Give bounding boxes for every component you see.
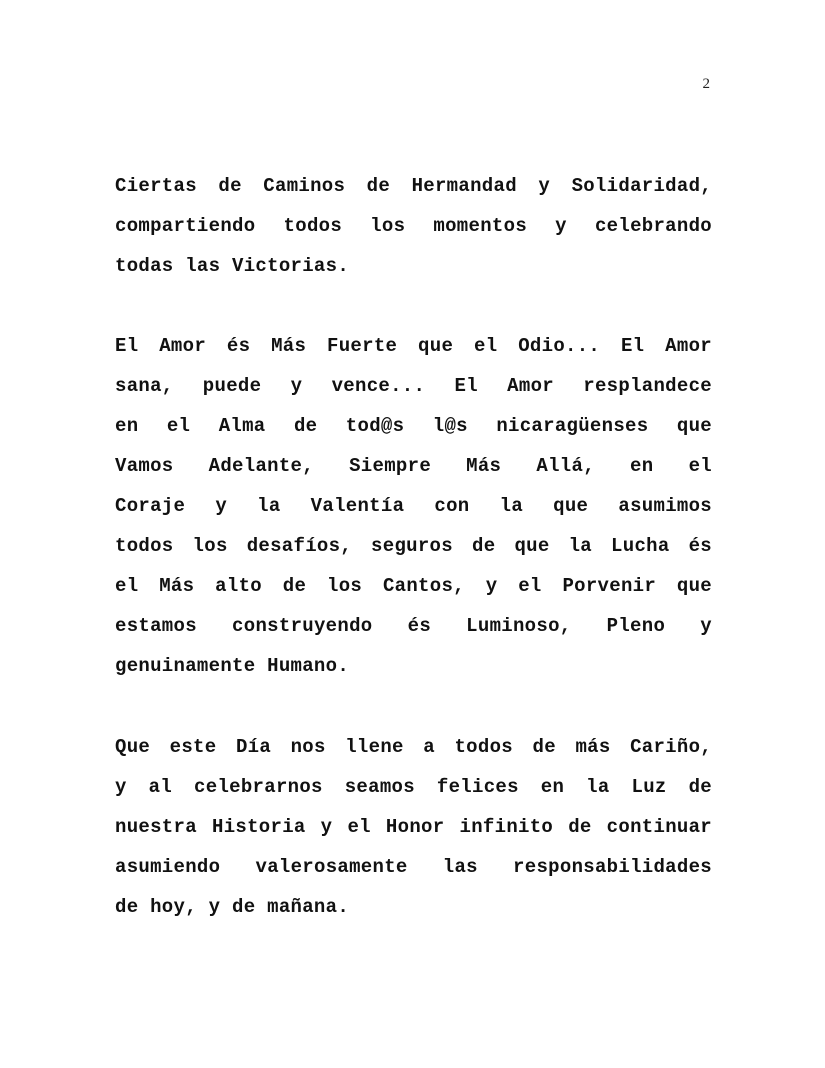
text-line: Vamos Adelante, Siempre Más Allá, en el <box>115 455 712 477</box>
text-line: Coraje y la Valentía con la que asumimos <box>115 495 712 517</box>
text-line: todos los desafíos, seguros de que la Lucha és <box>115 535 712 557</box>
text-line: en el Alma de tod@s l@s nicaragüenses que <box>115 415 712 437</box>
text-line: de hoy, y de mañana. <box>115 896 350 918</box>
text-line: todas las Victorias. <box>115 255 350 277</box>
text-line: compartiendo todos los momentos y celebrando <box>115 215 712 237</box>
text-line: nuestra Historia y el Honor infinito de continuar <box>115 816 712 838</box>
text-line: El Amor és Más Fuerte que el Odio... El Amor <box>115 335 712 357</box>
paragraph-1 <box>115 166 712 286</box>
text-line: sana, puede y vence... El Amor resplandece <box>115 375 712 397</box>
text-line: Ciertas de Caminos de Hermandad y Solidaridad, <box>115 175 712 197</box>
paragraph-3 <box>115 727 712 927</box>
text-line: asumiendo valerosamente las responsabilidades <box>115 856 712 878</box>
page-number: 2 <box>702 76 710 92</box>
text-line: genuinamente Humano. <box>115 655 350 677</box>
paragraph-2 <box>115 326 712 686</box>
text-line: estamos construyendo és Luminoso, Pleno y <box>115 615 712 637</box>
text-line: el Más alto de los Cantos, y el Porvenir que <box>115 575 712 597</box>
text-line: y al celebrarnos seamos felices en la Luz de <box>115 776 712 798</box>
text-line: Que este Día nos llene a todos de más Cariño, <box>115 736 712 758</box>
